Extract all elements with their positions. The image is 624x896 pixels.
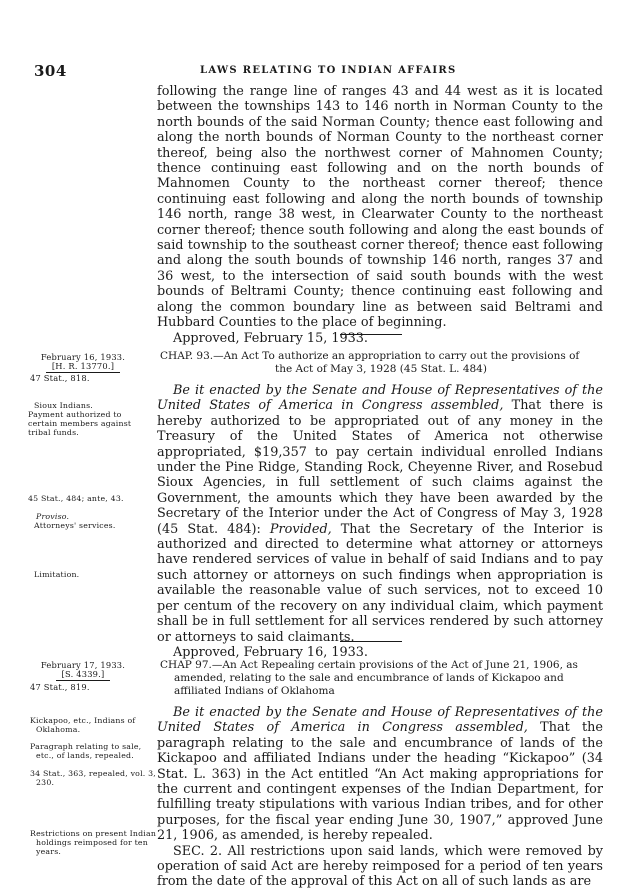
margin-34stat: 34 Stat., 363, repealed, vol. 3, 230. [30,769,156,787]
margin-limitation: Limitation. [34,570,80,579]
margin-stat-chap93: 47 Stat., 818. [30,373,90,383]
chap97-sec1-text: That the paragraph relating to the sale and encumbrance of lands of the Kickapoo and affiliated Indians under the heading “Kickapoo” (34 Stat. L. 363) in the Act entitled “An Act making appropriations for the current and contingent expenses of the Indian Department, for fulfilling treaty stipulations with various Indian tribes, and for other purposes, for the fiscal year ending June 30, 1907,” approved June 21, 1906, as amended, is hereby repealed. [157,720,603,844]
margin-date-chap97: February 17, 1933. [40,660,126,670]
chap97-heading: CHAP 97.—An Act Repealing certain provisions of the Act of June 21, 1906, as amended, relating to the sale and encumbrance of lands of Kickapoo and affiliated Indians of Oklahoma [160,659,578,697]
chap93-heading-line1: CHAP. 93.—An Act To authorize an appropriation to carry out the provisions of [160,350,580,362]
chap93-body-part1: That there is hereby authorized to be appropriated out of any money in the Treasury of the United States of America not otherwise appropriated, $19,357 to pay certain individual enrolled Indians under the Pine Ridge, Standing Rock, Cheyenne River, and Rosebud Sioux Agencies, in full settlement of such claims against the Government, the amounts which they have been awarded by the Secretary of the Interior under the Act of Congress of May 3, 1928 (45 Stat. 484): [157,398,604,537]
margin-bill-chap93-wrapper [28,362,138,373]
margin-bill-chap97: [S. 4339.] [56,670,111,681]
running-head: LAWS RELATING TO INDIAN AFFAIRS [200,65,457,76]
margin-sioux: Sioux Indians. [34,401,93,410]
margin-date-chap93: February 16, 1933. [40,352,126,362]
continuation-section [157,84,603,346]
margin-stat-chap97: 47 Stat., 819. [30,682,90,692]
margin-ante: 45 Stat., 484; ante, 43. [28,494,124,503]
approved-line-feb-15: Approved, February 15, 1933. [173,330,368,346]
chap97-body [157,705,603,890]
margin-kickapoo: Kickapoo, etc., Indians of Oklahoma. [30,716,136,734]
margin-paragraph: Paragraph relating to sale, etc., of lands, repealed. [30,742,142,760]
chap97-enacting-clause: Be it enacted by the Senate and House of Representatives of the United States of America in Congress assembled, [157,705,603,736]
approved-line-feb-16: Approved, February 16, 1933. [173,644,368,660]
section-divider [340,334,402,335]
chap93-enacting-clause: Be it enacted by the Senate and House of Representatives of the United States of America in Congress assembled, [157,383,603,414]
margin-bill-chap97-wrapper [28,670,138,681]
chap93-provided: Provided, [269,521,332,537]
chap93-body-part2: That the Secretary of the Interior is authorized and directed to determine what attorney or attorneys have rendered services of value in behalf of said Indians and to pay such attorney or attorneys on such findings when appropriation is available the reasonable value of such services, not to exceed 10 per centum of the recovery on any individual claim, which payment shall be in full settlement for all services rendered by such attorney or attorneys to said claimants. [157,521,603,645]
section-divider-2 [340,641,402,642]
page-number: 304 [34,62,67,80]
margin-bill-chap93: [H. R. 13770.] [46,362,120,373]
chap93-body [157,383,603,660]
margin-restrictions: Restrictions on present Indian holdings reimposed for ten years. [30,829,157,856]
margin-proviso: Proviso. [36,512,70,521]
margin-payment: Payment authorized to certain members against tribal funds. [28,410,132,437]
chap93-heading [160,350,602,376]
chap97-sec2: SEC. 2. All restrictions upon said lands, which were removed by operation of said Act are hereby reimposed for a period of ten years from the date of the approval of this Act on all of such lands as are [157,843,603,890]
chap97-sec1 [157,705,603,844]
chap93-paragraph [157,383,603,645]
continuation-paragraph: following the range line of ranges 43 and 44 west as it is located between the townships 143 to 146 north in Norman County to the north bounds of the said Norman County; thence east following and along the north bounds of Norman County to the northeast corner thereof, being also the northwest corner of Mahnomen County; thence continuing east following and on the north bounds of Mahnomen County to the northeast corner thereof; thence continuing east following and along the north bounds of township 146 north, range 38 west, in Clearwater County to the northeast corner thereof; thence south following and along the east bounds of said township to the southeast corner thereof; thence east following and along the south bounds of township 146 north, ranges 37 and 36 west, to the intersection of said south bounds with the west bounds of Beltrami County; thence continuing east following and along the common boundary line as between said Beltrami and Hubbard Counties to the place of beginning. [157,84,603,331]
chap93-heading-line2: the Act of May 3, 1928 (45 Stat. L. 484) [275,363,487,375]
margin-attorneys: Attorneys' services. [34,521,116,530]
